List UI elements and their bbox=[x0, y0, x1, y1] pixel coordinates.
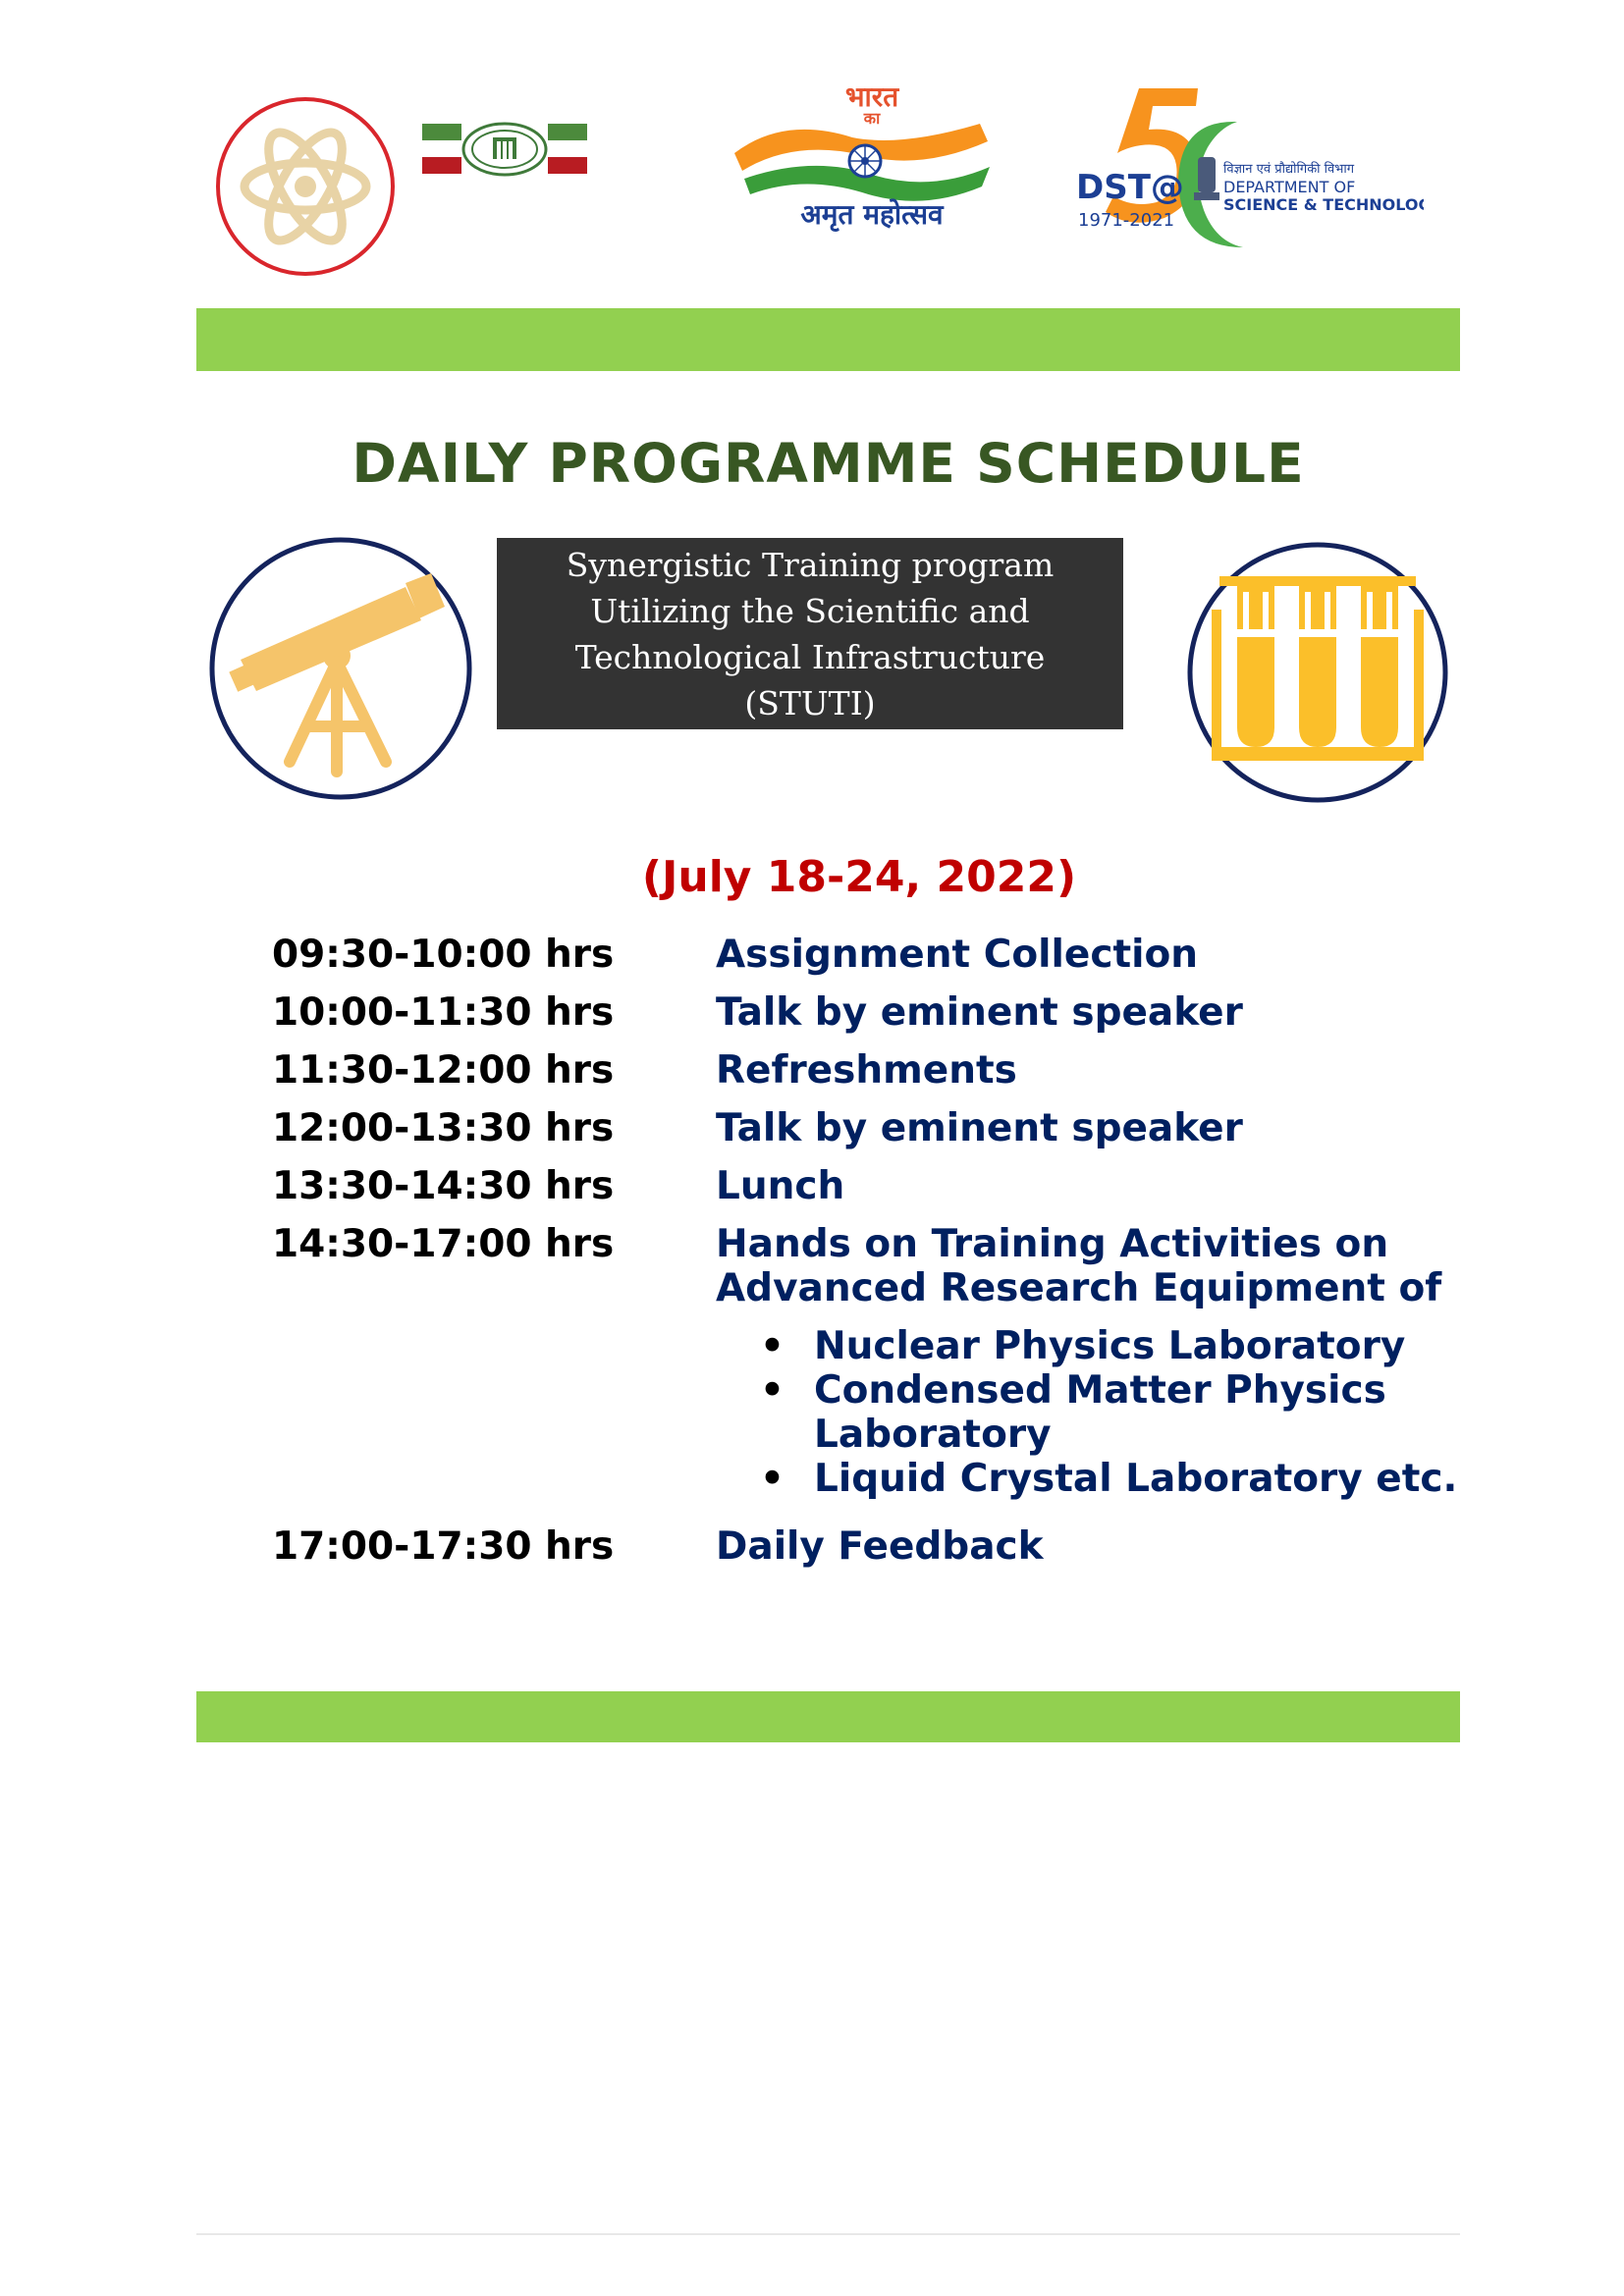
lab-list-item: • Nuclear Physics Laboratory bbox=[814, 1324, 1462, 1368]
telescope-icon bbox=[209, 534, 472, 803]
schedule-activity: Lunch bbox=[716, 1164, 845, 1208]
schedule-time: 11:30-12:00 hrs bbox=[272, 1048, 615, 1093]
stuti-line-3: Technological Infrastructure bbox=[574, 637, 1046, 676]
schedule-row bbox=[272, 990, 1470, 1035]
page-title: DAILY PROGRAMME SCHEDULE bbox=[352, 432, 1305, 495]
schedule-row bbox=[272, 1048, 1470, 1093]
university-logo bbox=[422, 122, 587, 177]
lab-list bbox=[716, 1324, 1462, 1501]
schedule-row bbox=[272, 1222, 1470, 1501]
footer-divider bbox=[196, 2233, 1460, 2235]
test-tubes-icon bbox=[1186, 541, 1449, 804]
event-date: (July 18-24, 2022) bbox=[641, 852, 1077, 902]
schedule-activity: Refreshments bbox=[716, 1048, 1017, 1093]
dst-hindi: विज्ञान एवं प्रौद्योगिकी विभाग bbox=[1223, 162, 1355, 177]
azadi-text-mid: का bbox=[863, 109, 881, 128]
dst-years: 1971-2021 bbox=[1078, 210, 1175, 231]
schedule-row bbox=[272, 1106, 1470, 1150]
dst-line1: DEPARTMENT OF bbox=[1223, 178, 1356, 196]
schedule-row bbox=[272, 1164, 1470, 1208]
schedule-row bbox=[272, 933, 1470, 977]
dst-line2: SCIENCE & TECHNOLOGY bbox=[1223, 195, 1424, 214]
schedule-activity: Talk by eminent speaker bbox=[716, 1106, 1243, 1150]
lab-list-item: • Condensed Matter Physics Laboratory bbox=[814, 1368, 1462, 1457]
schedule-time: 12:00-13:30 hrs bbox=[272, 1106, 615, 1150]
azadi-text-bottom: अमृत महोत्सव bbox=[800, 198, 944, 231]
schedule-time: 13:30-14:30 hrs bbox=[272, 1164, 615, 1208]
schedule-activity: Hands on Training Activities on Advanced Research Equipment of bbox=[716, 1222, 1442, 1310]
stuti-line-4: (STUTI) bbox=[744, 683, 876, 722]
schedule-activity: Talk by eminent speaker bbox=[716, 990, 1243, 1035]
azadi-text-top: भारत bbox=[844, 80, 899, 113]
top-green-bar bbox=[196, 308, 1460, 371]
schedule-list bbox=[272, 933, 1470, 1569]
schedule-time: 17:00-17:30 hrs bbox=[272, 1524, 615, 1569]
schedule-row bbox=[272, 1524, 1470, 1569]
dst-label: DST@ bbox=[1076, 168, 1184, 207]
azadi-ka-amrit-mahotsav-logo bbox=[725, 77, 1009, 234]
atom-logo bbox=[214, 95, 397, 278]
lab-list-item: • Liquid Crystal Laboratory etc. bbox=[814, 1457, 1462, 1501]
schedule-time: 10:00-11:30 hrs bbox=[272, 990, 615, 1035]
schedule-time: 14:30-17:00 hrs bbox=[272, 1222, 615, 1266]
dst-50-years-logo bbox=[1070, 82, 1424, 265]
stuti-banner bbox=[497, 538, 1123, 729]
stuti-line-1: Synergistic Training program bbox=[566, 545, 1055, 584]
schedule-activity: Assignment Collection bbox=[716, 933, 1199, 977]
schedule-time: 09:30-10:00 hrs bbox=[272, 933, 615, 977]
schedule-activity-group bbox=[716, 1222, 1462, 1501]
stuti-line-2: Utilizing the Scientific and bbox=[590, 591, 1030, 630]
schedule-activity: Daily Feedback bbox=[716, 1524, 1044, 1569]
bottom-green-bar bbox=[196, 1691, 1460, 1742]
